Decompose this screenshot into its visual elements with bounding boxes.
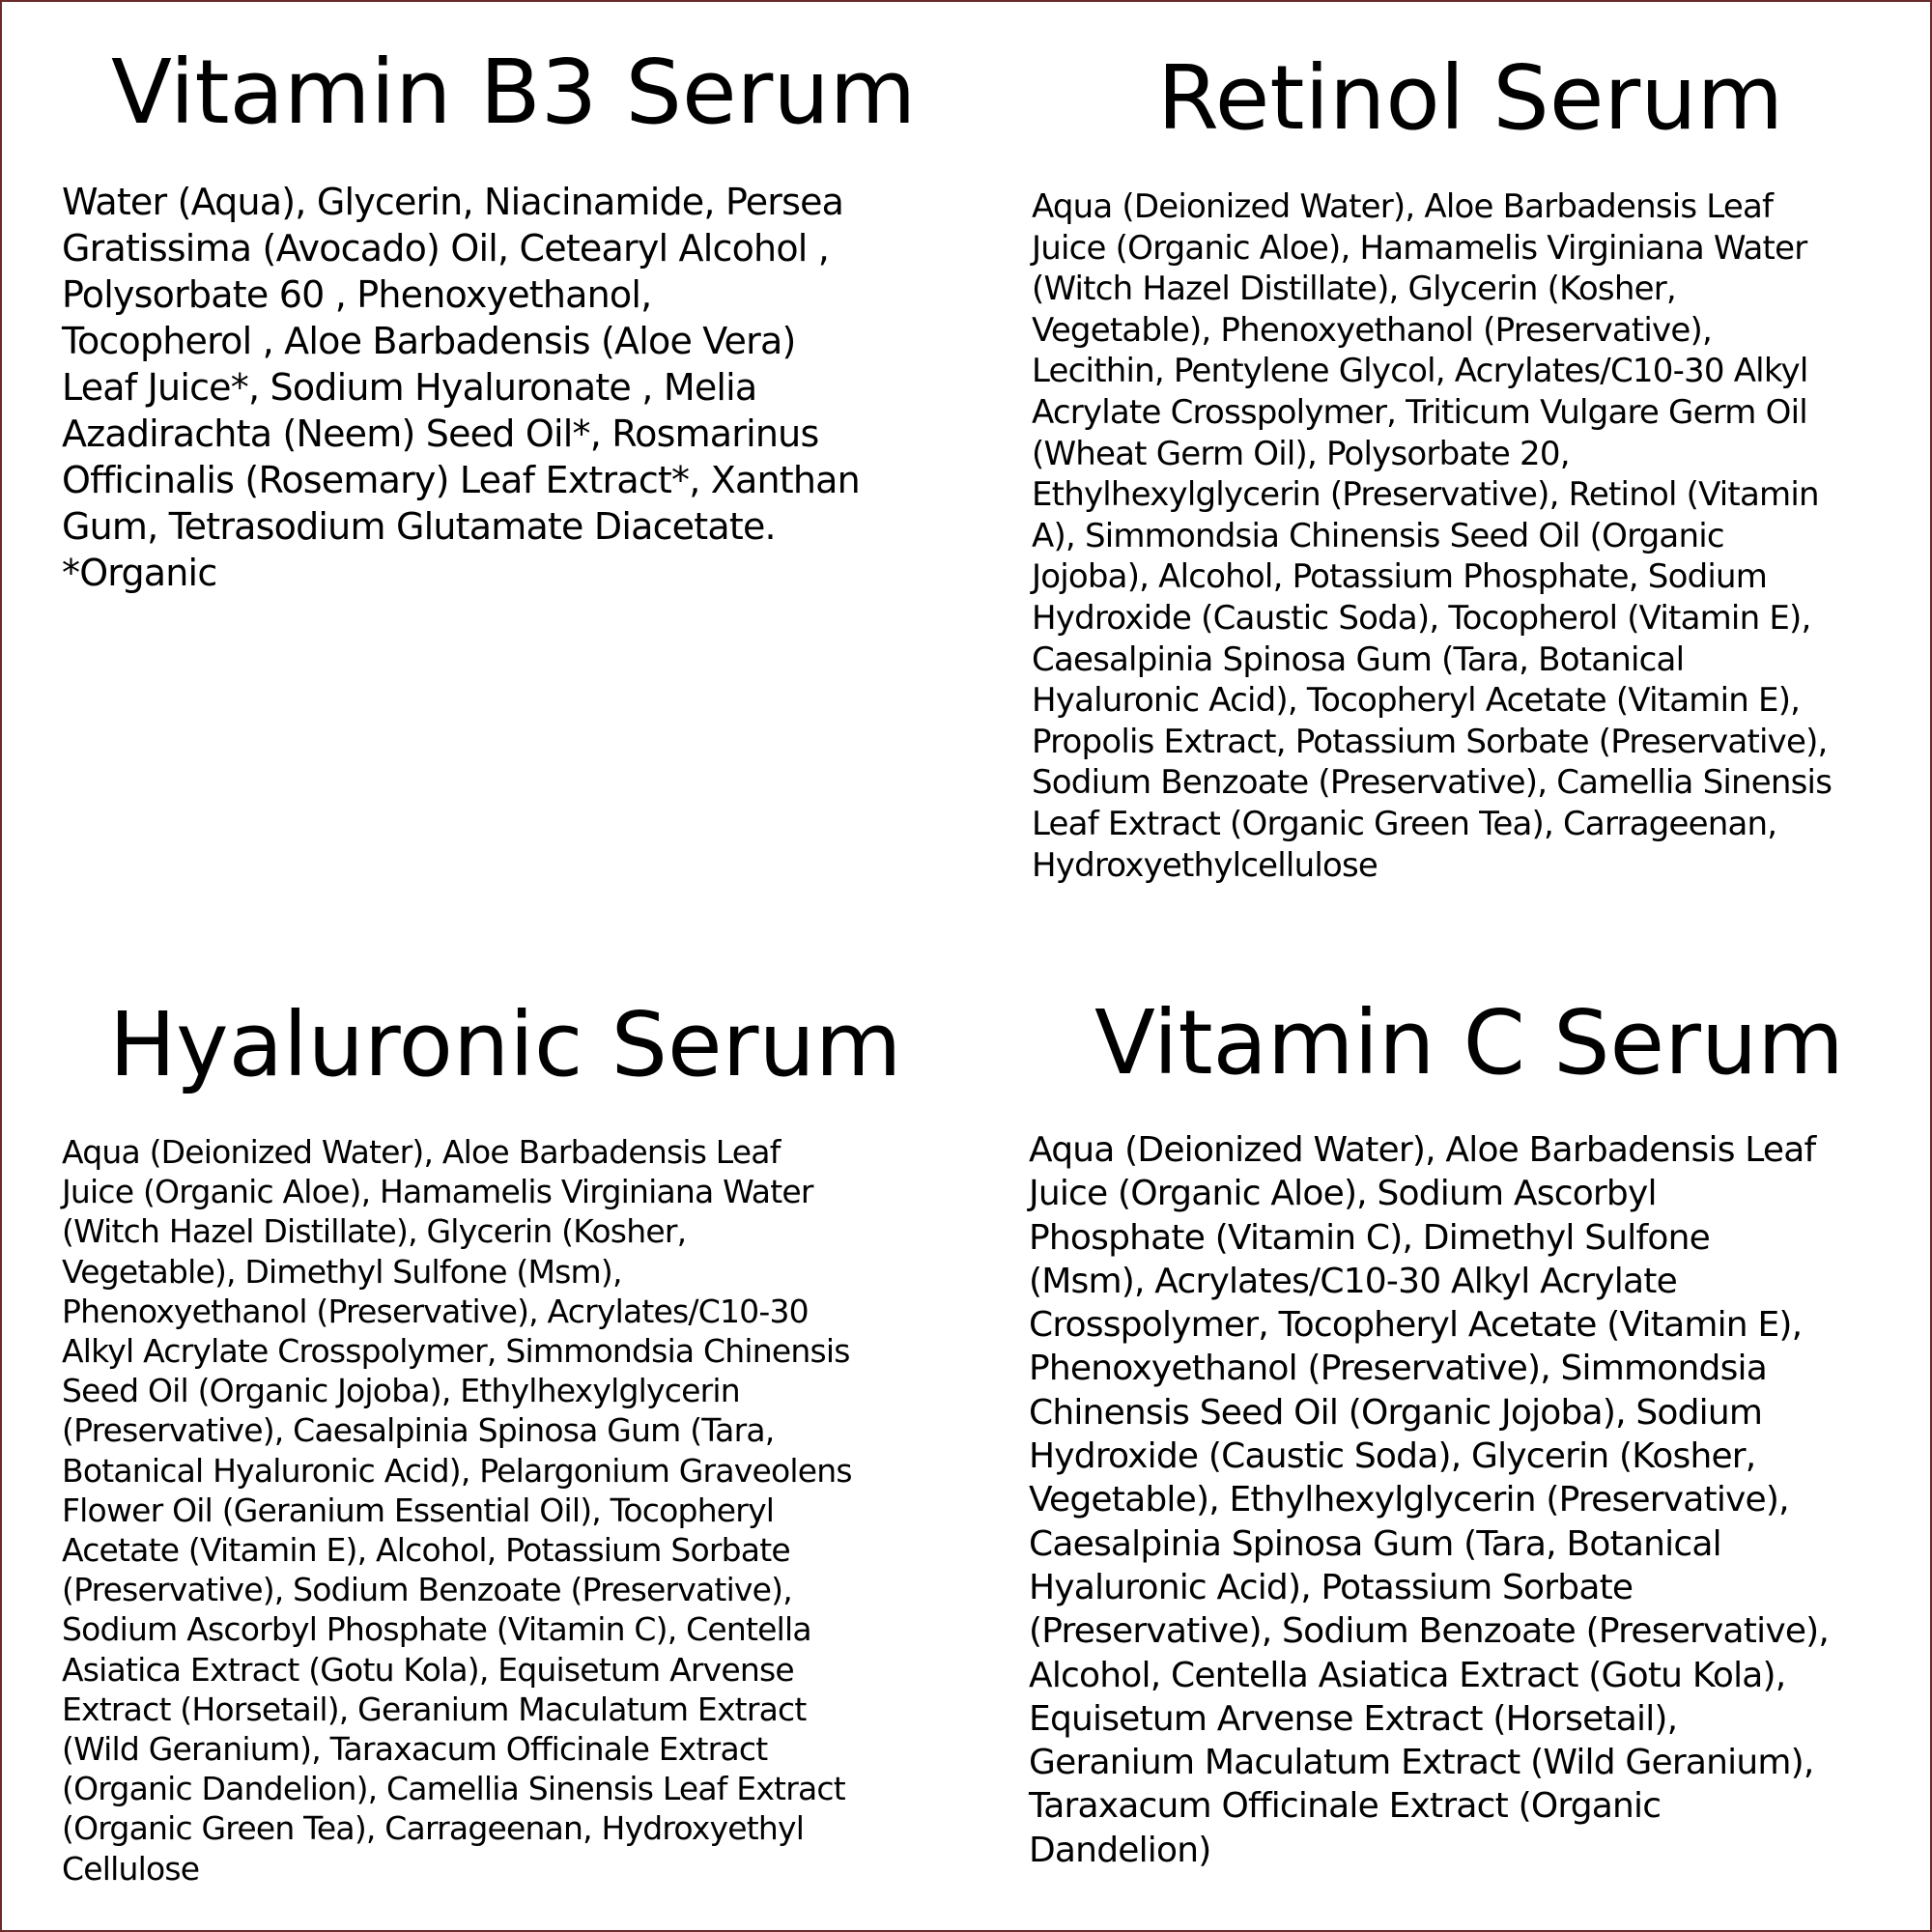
ingredient-line: (Organic Dandelion), Camellia Sinensis Leaf Extract (62, 1770, 845, 1808)
ingredient-line: Aqua (Deionized Water), Aloe Barbadensis Leaf (1029, 1130, 1816, 1170)
vitamin-c-ingredients (1029, 1128, 1829, 1872)
ingredient-line: Vegetable), Dimethyl Sulfone (Msm), (62, 1252, 622, 1291)
ingredient-line: Hyaluronic Acid), Tocopheryl Acetate (Vitamin E), (1032, 681, 1801, 721)
ingredient-line: Juice (Organic Aloe), Sodium Ascorbyl (1029, 1174, 1657, 1214)
ingredient-line: Caesalpinia Spinosa Gum (Tara, Botanical (1029, 1523, 1721, 1564)
ingredient-line: Taraxacum Officinale Extract (Organic (1029, 1786, 1662, 1827)
vitamin-b3-title: Vitamin B3 Serum (111, 41, 917, 144)
ingredient-line: Ethylhexylglycerin (Preservative), Retinol (Vitamin (1032, 475, 1819, 515)
ingredient-line: Sodium Ascorbyl Phosphate (Vitamin C), Centella (62, 1610, 811, 1649)
ingredient-line: Tocopherol , Aloe Barbadensis (Aloe Vera) (62, 320, 796, 362)
ingredient-line: Alkyl Acrylate Crosspolymer, Simmondsia Chinensis (62, 1332, 850, 1371)
ingredient-line: Dandelion) (1029, 1830, 1211, 1870)
ingredient-line: A), Simmondsia Chinensis Seed Oil (Organic (1032, 516, 1724, 555)
ingredient-line: Hydroxide (Caustic Soda), Tocopherol (Vitamin E), (1032, 598, 1811, 638)
ingredient-line: Vegetable), Phenoxyethanol (Preservative), (1032, 310, 1712, 350)
ingredient-line: Equisetum Arvense Extract (Horsetail), (1029, 1698, 1678, 1739)
ingredient-line: Acetate (Vitamin E), Alcohol, Potassium Sorbate (62, 1531, 790, 1570)
ingredient-line: (Wild Geranium), Taraxacum Officinale Extract (62, 1730, 768, 1769)
ingredient-line: Aqua (Deionized Water), Aloe Barbadensis Leaf (1032, 187, 1774, 226)
ingredient-line: Geranium Maculatum Extract (Wild Geranium), (1029, 1743, 1814, 1783)
ingredient-line: Propolis Extract, Potassium Sorbate (Preservative), (1032, 722, 1828, 761)
ingredient-line: *Organic (62, 552, 217, 594)
hyaluronic-ingredients (62, 1132, 852, 1889)
retinol-title: Retinol Serum (1157, 46, 1784, 150)
ingredient-line: Leaf Juice*, Sodium Hyaluronate , Melia (62, 366, 757, 409)
ingredient-line: Vegetable), Ethylhexylglycerin (Preservative), (1029, 1480, 1789, 1520)
retinol-ingredients (1032, 186, 1832, 886)
ingredient-line: Hydroxyethylcellulose (1032, 845, 1378, 885)
ingredient-line: Extract (Horsetail), Geranium Maculatum Extract (62, 1690, 807, 1728)
ingredient-line: Crosspolymer, Tocopheryl Acetate (Vitamin E), (1029, 1305, 1803, 1346)
hyaluronic-title: Hyaluronic Serum (109, 993, 902, 1096)
ingredient-line: (Msm), Acrylates/C10-30 Alkyl Acrylate (1029, 1261, 1677, 1301)
ingredient-line: Phenoxyethanol (Preservative), Acrylates/C10-30 (62, 1292, 809, 1330)
ingredient-line: Phosphate (Vitamin C), Dimethyl Sulfone (1029, 1217, 1710, 1258)
ingredient-line: Leaf Extract (Organic Green Tea), Carrageenan, (1032, 804, 1777, 843)
ingredient-line: Seed Oil (Organic Jojoba), Ethylhexylglycerin (62, 1372, 740, 1410)
ingredient-line: Jojoba), Alcohol, Potassium Phosphate, Sodium (1032, 557, 1768, 597)
ingredient-line: (Wheat Germ Oil), Polysorbate 20, (1032, 434, 1570, 473)
ingredient-line: Polysorbate 60 , Phenoxyethanol, (62, 273, 652, 316)
ingredient-line: (Preservative), Sodium Benzoate (Preservative), (62, 1571, 792, 1609)
ingredient-line: (Organic Green Tea), Carrageenan, Hydroxyethyl (62, 1809, 805, 1848)
ingredient-line: Caesalpinia Spinosa Gum (Tara, Botanical (1032, 639, 1685, 679)
ingredient-line: (Witch Hazel Distillate), Glycerin (Kosher, (62, 1212, 687, 1251)
ingredient-line: (Witch Hazel Distillate), Glycerin (Kosher, (1032, 270, 1676, 309)
ingredient-line: Sodium Benzoate (Preservative), Camellia Sinensis (1032, 763, 1833, 803)
ingredient-line: Chinensis Seed Oil (Organic Jojoba), Sodium (1029, 1392, 1763, 1433)
ingredient-line: Hyaluronic Acid), Potassium Sorbate (1029, 1567, 1634, 1607)
vitamin-b3-ingredients (62, 179, 860, 596)
ingredient-line: Officinalis (Rosemary) Leaf Extract*, Xanthan (62, 459, 860, 501)
ingredient-line: Cellulose (62, 1849, 200, 1888)
vitamin-c-title: Vitamin C Serum (1094, 991, 1844, 1094)
ingredient-line: Juice (Organic Aloe), Hamamelis Virginiana Water (1032, 228, 1807, 268)
ingredient-line: Gratissima (Avocado) Oil, Cetearyl Alcohol , (62, 227, 830, 270)
ingredient-line: Flower Oil (Geranium Essential Oil), Tocopheryl (62, 1491, 775, 1529)
ingredient-line: Water (Aqua), Glycerin, Niacinamide, Persea (62, 181, 844, 223)
ingredient-line: Phenoxyethanol (Preservative), Simmondsia (1029, 1349, 1767, 1389)
ingredient-line: Acrylate Crosspolymer, Triticum Vulgare Germ Oil (1032, 392, 1807, 432)
ingredient-line: Asiatica Extract (Gotu Kola), Equisetum Arvense (62, 1650, 794, 1689)
ingredient-line: Aqua (Deionized Water), Aloe Barbadensis Leaf (62, 1133, 781, 1171)
ingredient-line: (Preservative), Sodium Benzoate (Preservative), (1029, 1611, 1830, 1652)
ingredient-line: Gum, Tetrasodium Glutamate Diacetate. (62, 505, 776, 548)
ingredient-line: Lecithin, Pentylene Glycol, Acrylates/C10-30 Alkyl (1032, 352, 1808, 391)
ingredient-line: (Preservative), Caesalpinia Spinosa Gum (Tara, (62, 1411, 775, 1450)
ingredient-line: Azadirachta (Neem) Seed Oil*, Rosmarinus (62, 412, 819, 455)
ingredient-line: Alcohol, Centella Asiatica Extract (Gotu Kola), (1029, 1655, 1786, 1695)
ingredient-line: Hydroxide (Caustic Soda), Glycerin (Kosher, (1029, 1436, 1756, 1477)
ingredient-line: Botanical Hyaluronic Acid), Pelargonium Graveolens (62, 1451, 852, 1490)
ingredient-line: Juice (Organic Aloe), Hamamelis Virginiana Water (62, 1173, 813, 1211)
